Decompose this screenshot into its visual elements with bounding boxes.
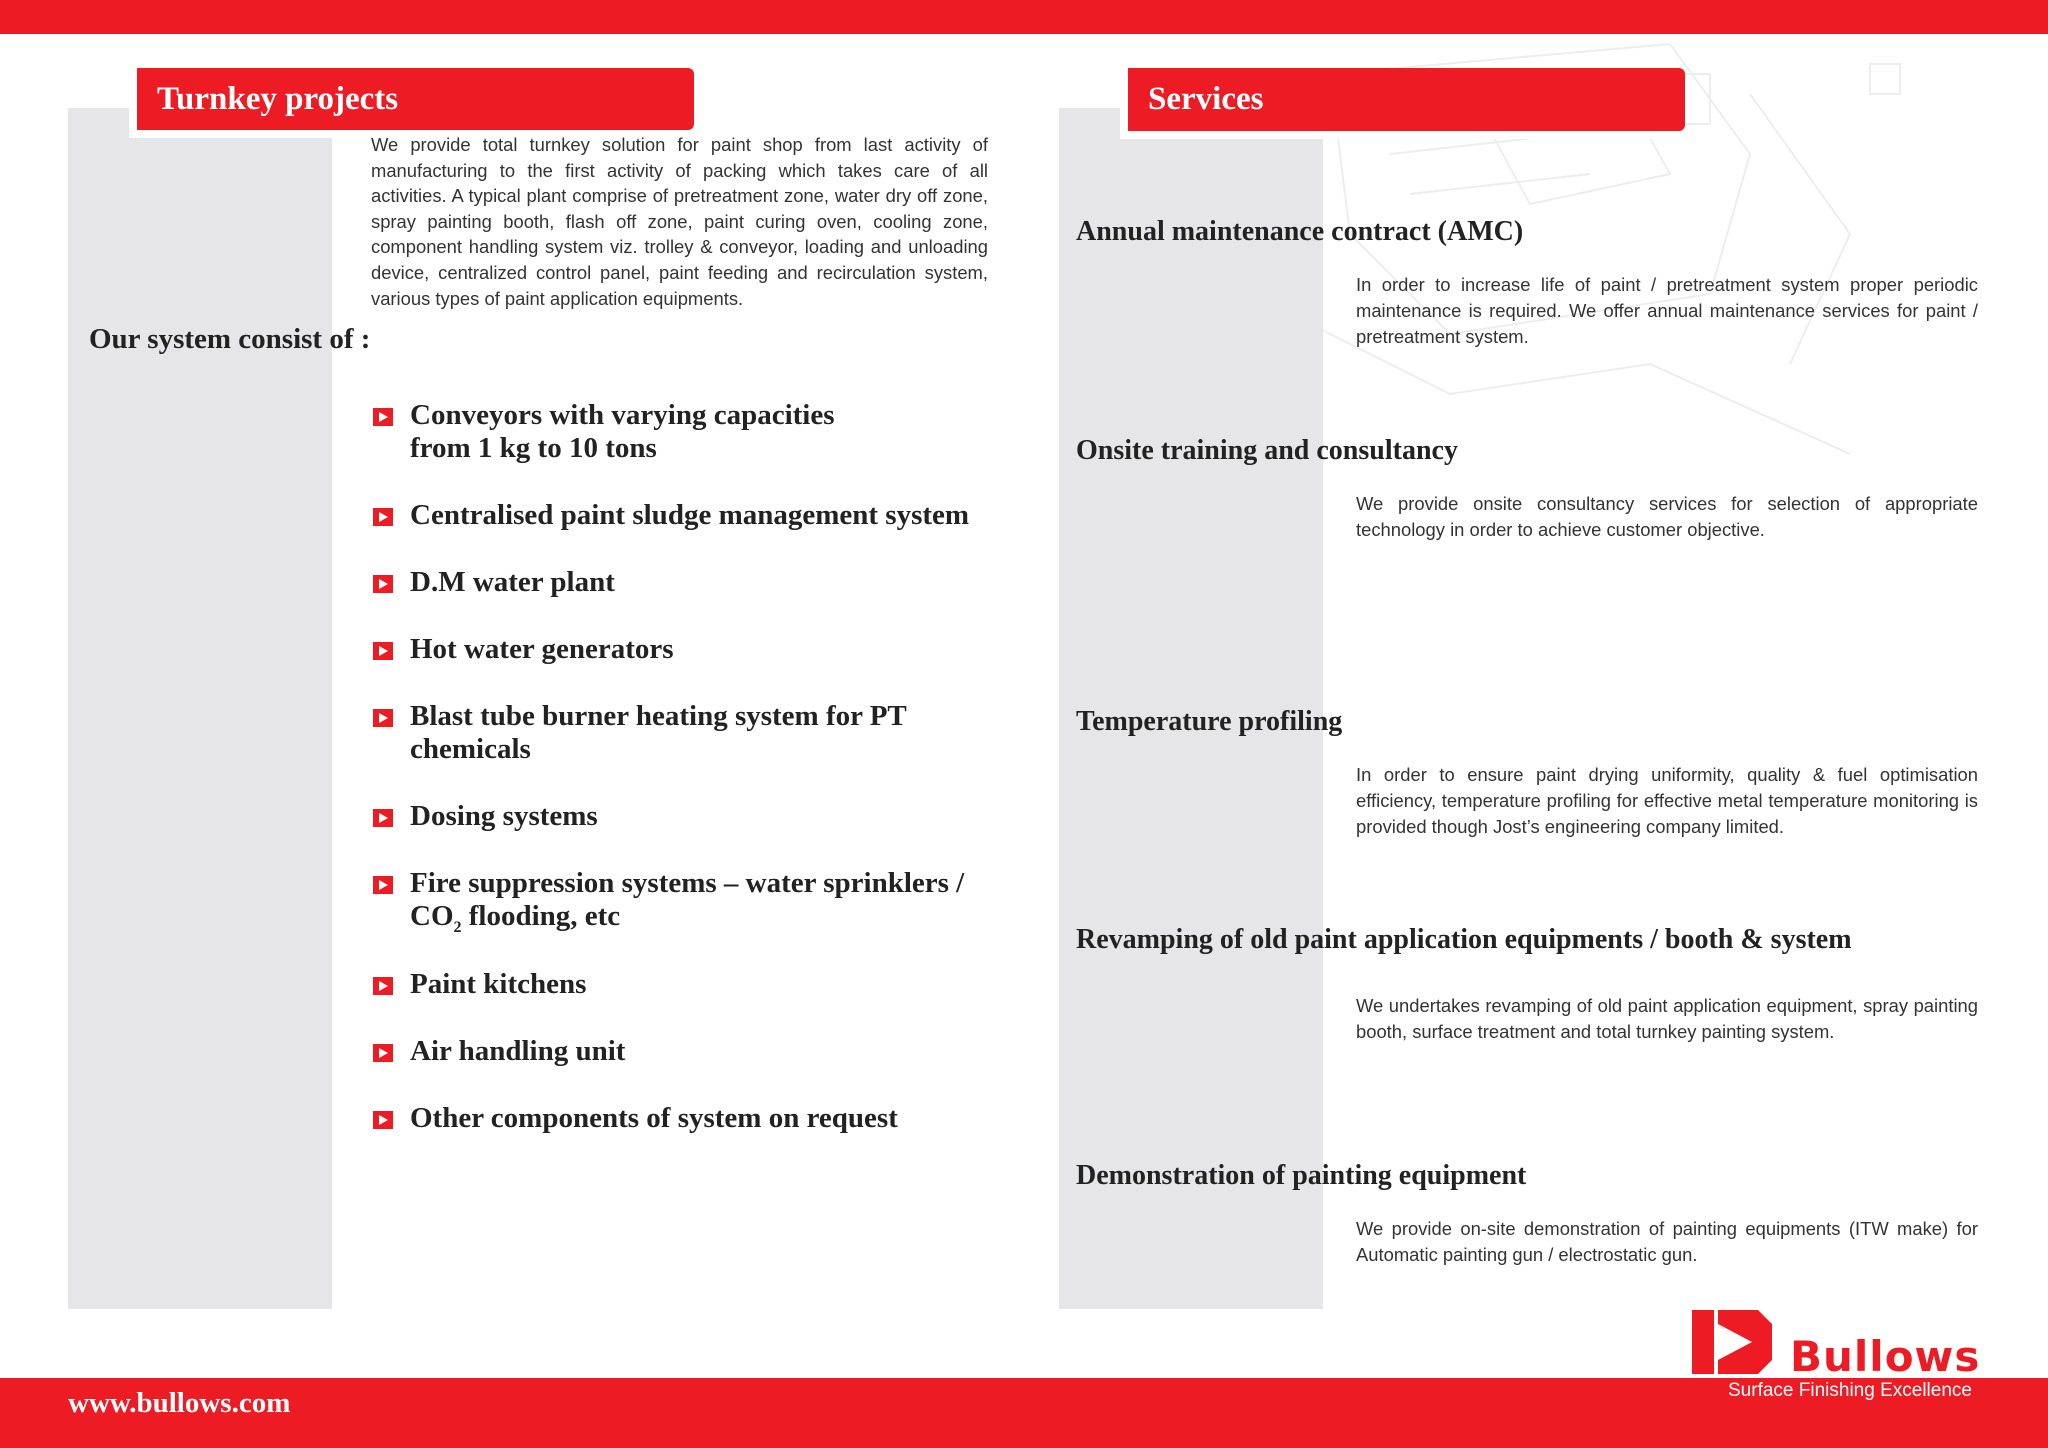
list-item-text: Centralised paint sludge management system (410, 499, 970, 531)
turnkey-intro-text: We provide total turnkey solution for paint shop from last activity of manufacturing to the first activity of packing which takes care of all activities. A typical plant comprise of pretreatment zone, water dry off zone, spray painting booth, flash off zone, paint curing oven, cooling zone, component handling system viz. trolley & conveyor, loading and unloading device, centralized control panel, paint feeding and recirculation system, various types of paint application equipments. (371, 134, 988, 309)
list-item-text: Blast tube burner heating system for PT (410, 700, 907, 732)
service-description: In order to ensure paint drying uniformity, quality & fuel optimisation efficiency, temperature profiling for effective metal temperature monitoring is provided though Jost’s engineering company limited. (1356, 764, 1978, 837)
red-arrow-bullet-icon (373, 809, 393, 827)
service-title: Annual maintenance contract (AMC) (1076, 216, 1524, 247)
left-gray-panel (68, 108, 332, 1309)
top-red-bar (0, 0, 2048, 34)
red-arrow-bullet-icon (373, 1044, 393, 1062)
red-arrow-bullet-icon (373, 508, 393, 526)
service-description: In order to increase life of paint / pretreatment system proper periodic maintenance is required. We offer annual maintenance services for paint / pretreatment system. (1356, 274, 1978, 347)
bullows-logo-mark-icon (1692, 1310, 1772, 1374)
list-item (373, 700, 1050, 766)
red-arrow-bullet-icon (373, 709, 393, 727)
service-description: We provide on-site demonstration of painting equipments (ITW make) for Automatic painting gun / electrostatic gun. (1356, 1218, 1978, 1265)
services-header (1128, 68, 1685, 131)
list-item (373, 968, 1050, 1001)
subscript-2: 2 (453, 918, 462, 936)
red-arrow-bullet-icon (373, 876, 393, 894)
red-arrow-bullet-icon (373, 408, 393, 426)
turnkey-projects-header (137, 68, 694, 130)
list-item-text: Fire suppression systems – water sprinklers / (410, 867, 965, 899)
website-link[interactable]: www.bullows.com (68, 1387, 291, 1419)
services-title: Services (1148, 81, 1264, 117)
service-title: Demonstration of painting equipment (1076, 1160, 1527, 1191)
list-item-text: Conveyors with varying capacities (410, 399, 835, 431)
list-item (373, 1102, 1050, 1135)
red-arrow-bullet-icon (373, 1111, 393, 1129)
red-arrow-bullet-icon (373, 642, 393, 660)
list-item (373, 499, 1050, 532)
list-item (373, 867, 1050, 944)
list-item-text: Hot water generators (410, 633, 674, 665)
logo-tagline: Surface Finishing Excellence (1728, 1380, 1972, 1401)
list-item-text: from 1 kg to 10 tons (410, 432, 657, 464)
turnkey-title: Turnkey projects (157, 80, 399, 117)
list-item-text: Dosing systems (410, 800, 598, 832)
list-item-text: CO (410, 900, 454, 932)
logo-wordmark: Bullows (1790, 1332, 1981, 1381)
red-arrow-bullet-icon (373, 977, 393, 995)
service-title: Revamping of old paint application equipments / booth & system (1076, 924, 1852, 955)
list-item-text: chemicals (410, 733, 531, 765)
service-description: We undertakes revamping of old paint application equipment, spray painting booth, surface treatment and total turnkey painting system. (1356, 995, 1978, 1042)
list-item (373, 800, 1050, 833)
service-description: We provide onsite consultancy services for selection of appropriate technology in order to achieve customer objective. (1356, 493, 1978, 540)
red-arrow-bullet-icon (373, 575, 393, 593)
bullows-logo (1692, 1310, 1992, 1406)
list-item (373, 1035, 1050, 1068)
list-item-text: flooding, etc (461, 900, 621, 932)
service-title: Temperature profiling (1076, 706, 1343, 737)
list-item (373, 399, 1050, 465)
list-item-text: Other components of system on request (410, 1102, 898, 1134)
system-consist-heading: Our system consist of : (89, 323, 371, 355)
service-title: Onsite training and consultancy (1076, 435, 1458, 466)
list-item-text: Paint kitchens (410, 968, 587, 1000)
list-item (373, 566, 1050, 599)
list-item-text: Air handling unit (410, 1035, 626, 1067)
list-item (373, 633, 1050, 666)
list-item-text: D.M water plant (410, 566, 615, 598)
